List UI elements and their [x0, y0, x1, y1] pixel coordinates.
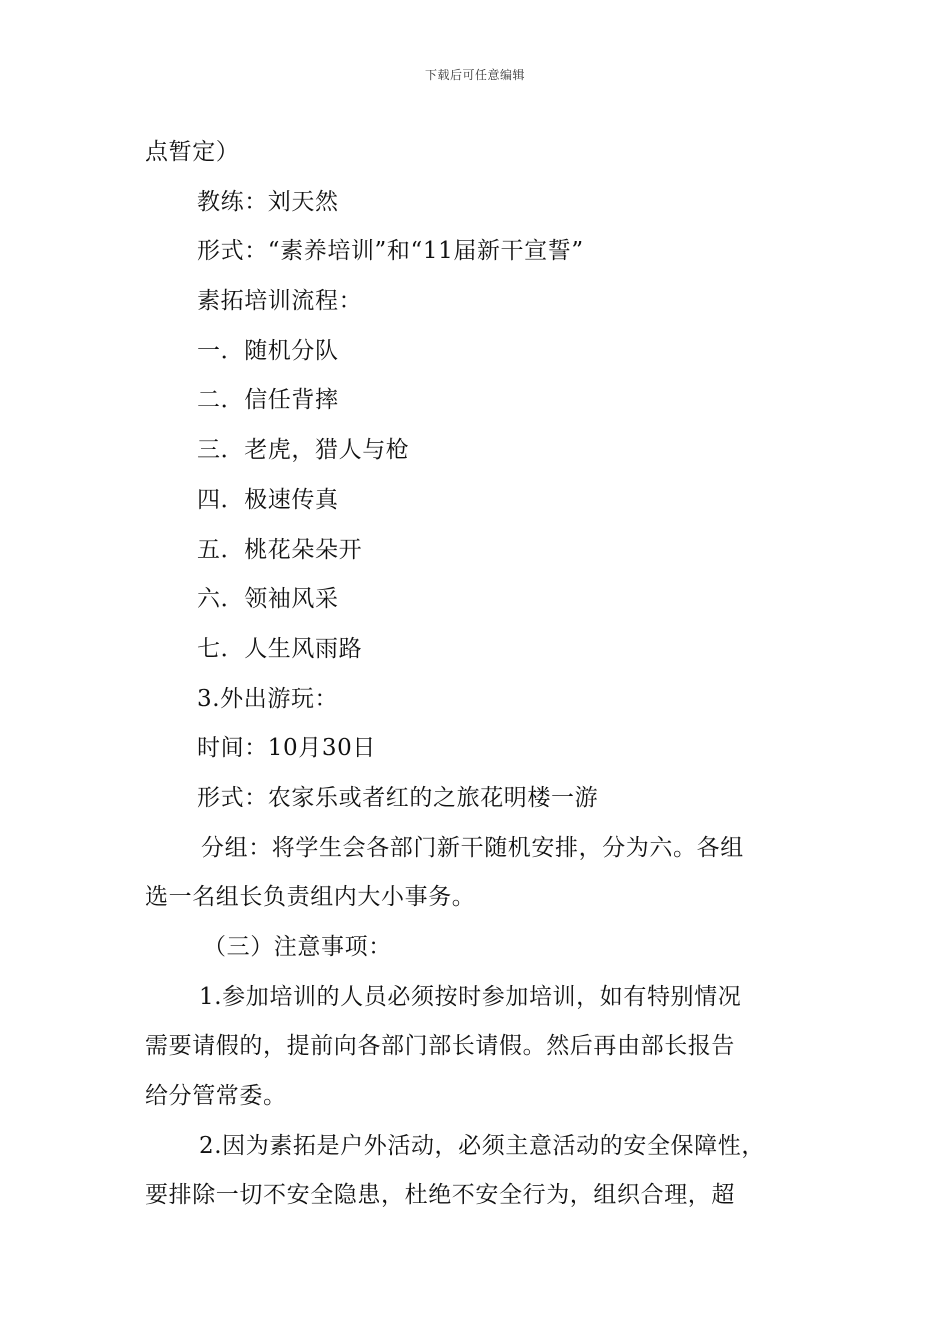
section-heading: 3.外出游玩： — [197, 685, 339, 712]
text-line: 1.参加培训的人员必须按时参加培训，如有特别情况 — [199, 983, 742, 1010]
header-note: 下载后可任意编辑 — [424, 68, 525, 82]
list-item: 二．信任背摔 — [197, 387, 339, 414]
text-line: 时间：10月30日 — [197, 735, 376, 762]
text-line: 形式：“素养培训”和“11届新干宣誓” — [197, 238, 584, 265]
list-item: 七．人生风雨路 — [197, 635, 363, 662]
text-line: 要排除一切不安全隐患，杜绝不安全行为，组织合理，超 — [145, 1182, 735, 1209]
list-item: 五．桃花朵朵开 — [197, 536, 363, 563]
list-item: 三．老虎，猎人与枪 — [197, 437, 410, 464]
text-line: 形式：农家乐或者红的之旅花明楼一游 — [197, 784, 599, 811]
document-body — [145, 128, 835, 1221]
text-line: 需要请假的，提前向各部门部长请假。然后再由部长报告 — [145, 1033, 735, 1060]
text-line: 素拓培训流程： — [197, 288, 363, 315]
list-item: 一．随机分队 — [197, 337, 339, 364]
text-line: 分组：将学生会各部门新干随机安排，分为六。各组 — [201, 834, 744, 861]
text-line: 教练：刘天然 — [197, 188, 339, 215]
text-line: 给分管常委。 — [145, 1083, 287, 1110]
list-item: 四．极速传真 — [197, 486, 339, 513]
text-line: 2.因为素拓是户外活动，必须主意活动的安全保障性， — [199, 1132, 765, 1159]
list-item: 六．领袖风采 — [197, 586, 339, 613]
text-line: 选一名组长负责组内大小事务。 — [145, 884, 476, 911]
section-heading: （三）注意事项： — [203, 934, 392, 960]
text-line: 点暂定） — [145, 139, 240, 165]
